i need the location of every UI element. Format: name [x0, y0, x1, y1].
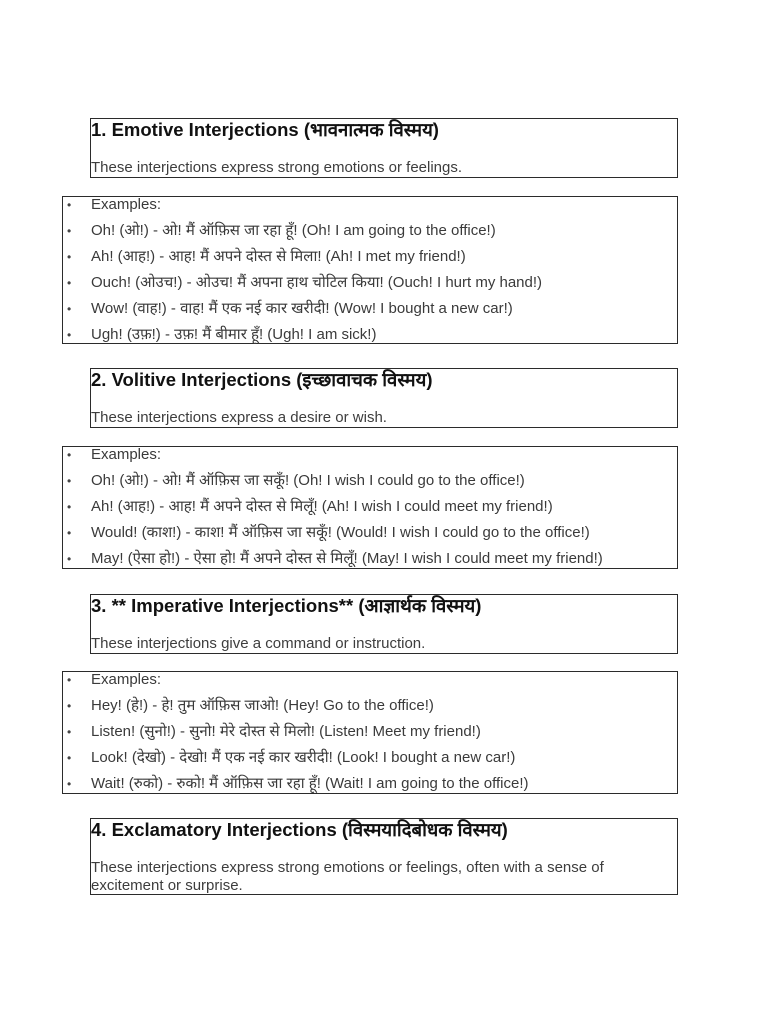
list-item: • Examples: [67, 446, 162, 463]
list-item: • Examples: [67, 671, 162, 688]
list-item: • Ah! (आह!) - आह! मैं अपने दोस्त से मिला! (Ah! I met my friend!) [67, 248, 466, 265]
bullet-icon: • [67, 250, 72, 264]
section-2-header [90, 368, 678, 428]
bullet-icon: • [67, 751, 72, 765]
section-3-header [90, 594, 678, 654]
bullet-icon: • [67, 276, 72, 290]
list-item: • Listen! (सुनो!) - सुनो! मेरे दोस्त से मिलो! (Listen! Meet my friend!) [67, 723, 481, 740]
list-item: • Oh! (ओ!) - ओ! मैं ऑफ़िस जा रहा हूँ! (Oh! I am going to the office!) [67, 222, 496, 239]
bullet-icon: • [67, 302, 72, 316]
bullet-icon: • [67, 328, 72, 342]
section-2-examples-list [62, 446, 678, 569]
section-1-description: These interjections express strong emotions or feelings. [91, 159, 463, 176]
section-1-examples-list [62, 196, 678, 344]
bullet-icon: • [67, 224, 72, 238]
list-item: • Ah! (आह!) - आह! मैं अपने दोस्त से मिलूँ! (Ah! I wish I could meet my friend!) [67, 498, 553, 515]
section-3-description: These interjections give a command or instruction. [91, 635, 426, 652]
bullet-icon: • [67, 198, 72, 212]
section-3-title: 3. ** Imperative Interjections** (आज्ञार्थक विस्मय) [91, 595, 482, 616]
bullet-icon: • [67, 725, 72, 739]
section-1-header [90, 118, 678, 178]
bullet-icon: • [67, 474, 72, 488]
list-item: • Wait! (रुको) - रुको! मैं ऑफ़िस जा रहा हूँ! (Wait! I am going to the office!) [67, 775, 529, 792]
list-item: • Hey! (हे!) - हे! तुम ऑफ़िस जाओ! (Hey! Go to the office!) [67, 697, 434, 714]
bullet-icon: • [67, 448, 72, 462]
bullet-icon: • [67, 777, 72, 791]
list-item: • Look! (देखो) - देखो! मैं एक नई कार खरीदी! (Look! I bought a new car!) [67, 749, 516, 766]
bullet-icon: • [67, 673, 72, 687]
bullet-icon: • [67, 699, 72, 713]
section-1-title: 1. Emotive Interjections (भावनात्मक विस्मय) [91, 119, 439, 140]
list-item: • Oh! (ओ!) - ओ! मैं ऑफ़िस जा सकूँ! (Oh! I wish I could go to the office!) [67, 472, 525, 489]
list-item: • Ouch! (ओउच!) - ओउच! मैं अपना हाथ चोटिल किया! (Ouch! I hurt my hand!) [67, 274, 543, 291]
section-2-title: 2. Volitive Interjections (इच्छावाचक विस्मय) [91, 369, 433, 390]
list-item: • Wow! (वाह!) - वाह! मैं एक नई कार खरीदी! (Wow! I bought a new car!) [67, 300, 513, 317]
bullet-icon: • [67, 552, 72, 566]
section-4-title: 4. Exclamatory Interjections (विस्मयादिबोधक विस्मय) [91, 819, 508, 840]
list-item: • May! (ऐसा हो!) - ऐसा हो! मैं अपने दोस्त से मिलूँ! (May! I wish I could meet my friend!) [67, 550, 603, 567]
section-4-header [90, 818, 678, 895]
list-item: • Ugh! (उफ़!) - उफ़! मैं बीमार हूँ! (Ugh! I am sick!) [67, 326, 377, 343]
list-item: • Would! (काश!) - काश! मैं ऑफ़िस जा सकूँ! (Would! I wish I could go to the office!) [67, 524, 590, 541]
list-item: • Examples: [67, 196, 162, 213]
section-2-description: These interjections express a desire or wish. [91, 409, 387, 426]
bullet-icon: • [67, 500, 72, 514]
section-3-examples-list [62, 671, 678, 794]
bullet-icon: • [67, 526, 72, 540]
section-4-description: These interjections express strong emotions or feelings, often with a sense of excitement or surprise. [91, 859, 604, 894]
